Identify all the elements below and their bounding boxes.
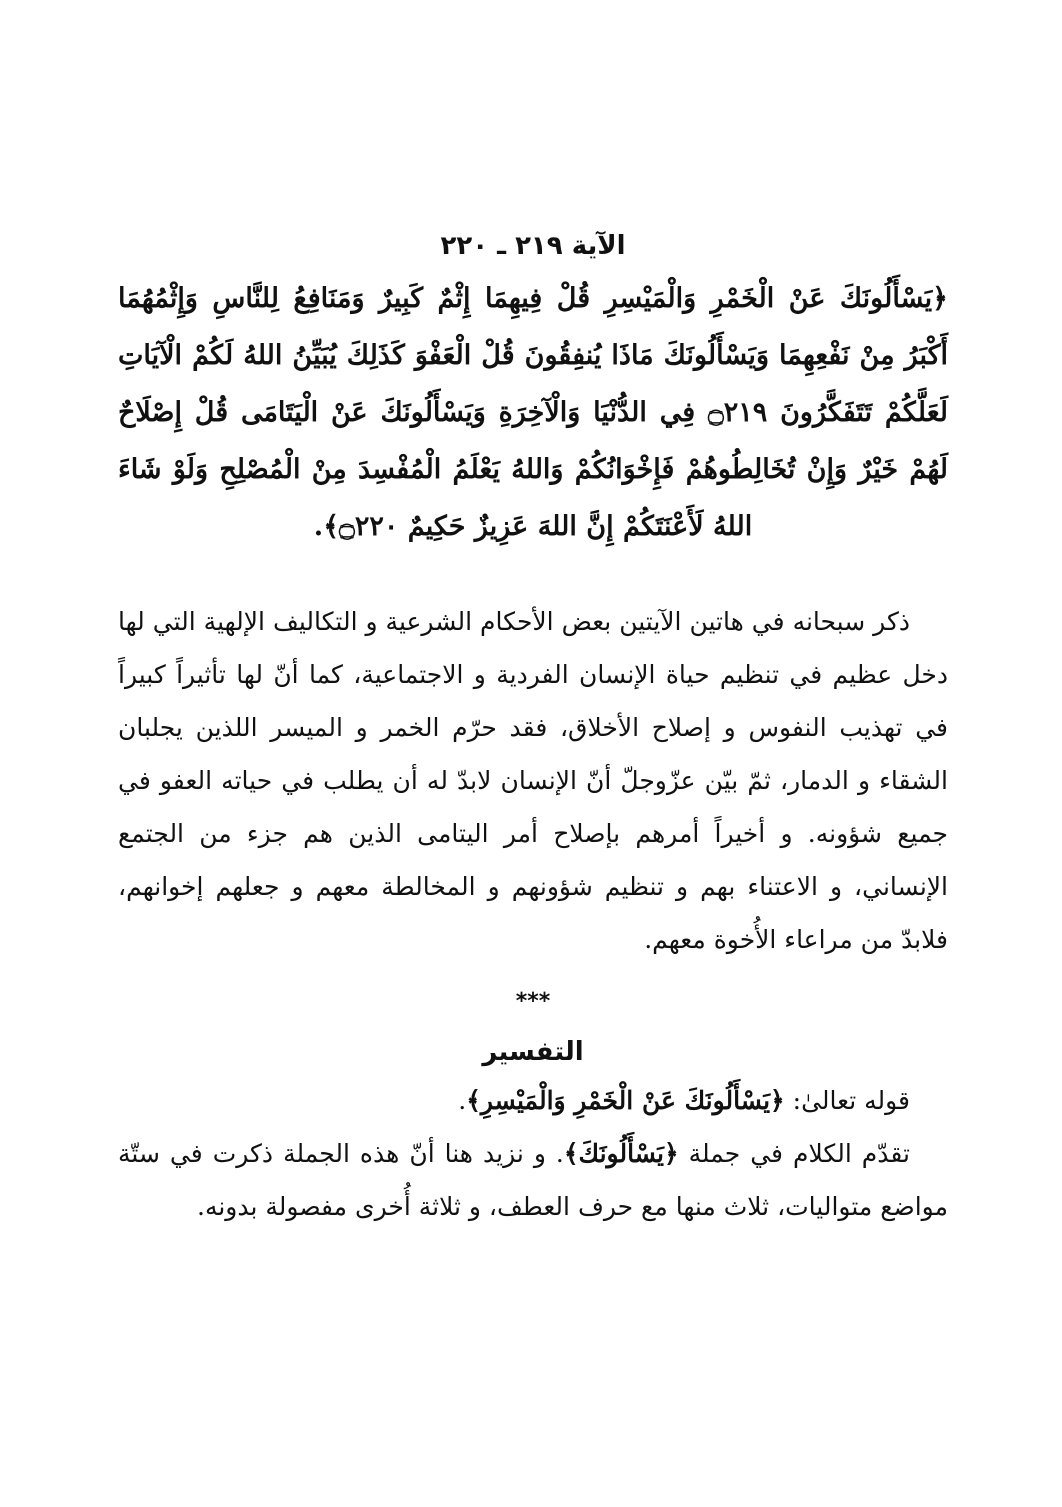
tafsir-line2-quote: ﴿يَسْأَلُونَكَ﴾ xyxy=(563,1139,679,1168)
tafsir-verse-line xyxy=(118,1074,948,1127)
intro-paragraph: ذكر سبحانه في هاتين الآيتين بعض الأحكام الشرعية و التكاليف الإلهية التي لها دخل عظيم في تنظيم حياة الإنسان الفردية و الاجتماعية، كما أنّ لها تأثيراً كبيراً في تهذيب النفوس و إصلاح الأخلاق، فقد حرّم الخمر و الميسر اللذين يجلبان الشقاء و الدمار، ثمّ بيّن عزّوجلّ أنّ الإنسان لابدّ له أن يطلب في حياته العفو في جميع شؤونه. و أخيراً أمرهم بإصلاح أمر اليتامى الذين هم جزء من الجتمع الإنساني، و الاعتناء بهم و تنظيم شؤونهم و المخالطة معهم و جعلهم إخوانهم، فلابدّ من مراعاء الأُخوة معهم. xyxy=(118,607,948,954)
verse-heading: الآية ٢١٩ ـ ٢٢٠ xyxy=(440,231,626,261)
tafsir-line1-prefix: قوله تعالىٰ: xyxy=(784,1086,910,1115)
tafsir-line1-quote: ﴿يَسْأَلُونَكَ عَنْ الْخَمْرِ وَالْمَيْسِرِ﴾ xyxy=(466,1086,785,1115)
document-page xyxy=(118,228,948,1233)
section-separator: *** xyxy=(515,989,551,1014)
tafsir-line1-suffix: . xyxy=(458,1086,467,1115)
tafsir-line2-suffix: . و نزيد هنا أنّ هذه الجملة ذكرت في ستّة مواضع متواليات، ثلاث منها مع حرف العطف، و ثلاثة أُخرى مفصولة بدونه. xyxy=(118,1139,948,1221)
tafsir-paragraph xyxy=(118,1127,948,1233)
quran-verse-block: ﴿يَسْأَلُونَكَ عَنْ الْخَمْرِ وَالْمَيْسِرِ قُلْ فِيهِمَا إِثْمٌ كَبِيرٌ وَمَنَافِعُ لِلنَّاسِ وَإِثْمُهُمَا أَكْبَرُ مِنْ نَفْعِهِمَا وَيَسْأَلُونَكَ مَاذَا يُنفِقُونَ قُلْ الْعَفْوَ كَذَلِكَ يُبَيِّنُ اللهُ لَكُمْ الْآيَاتِ لَعَلَّكُمْ تَتَفَكَّرُونَ ۝٢١٩ فِي الدُّنْيَا وَالْآخِرَةِ وَيَسْأَلُونَكَ عَنْ الْيَتَامَى قُلْ إِصْلَاحٌ لَهُمْ خَيْرٌ وَإِنْ تُخَالِطُوهُمْ فَإِخْوَانُكُمْ وَاللهُ يَعْلَمُ الْمُفْسِدَ مِنْ الْمُصْلِحِ وَلَوْ شَاءَ اللهُ لَأَعْنَتَكُمْ إِنَّ اللهَ عَزِيزٌ حَكِيمٌ ۝٢٢٠﴾. xyxy=(118,283,948,542)
tafsir-line2-prefix: تقدّم الكلام في جملة xyxy=(678,1139,910,1168)
section-title: التفسير xyxy=(482,1037,584,1067)
